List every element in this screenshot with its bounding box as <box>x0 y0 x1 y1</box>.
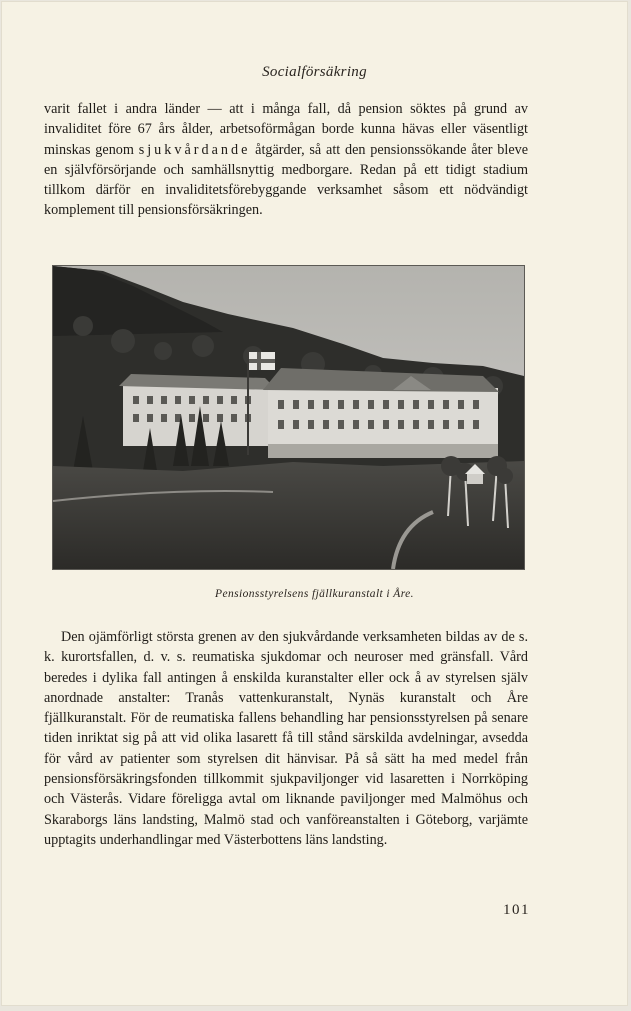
sanatorium-photo <box>52 265 525 570</box>
book-page <box>2 2 627 1005</box>
paragraph-body: Den ojämförligt största grenen av den sjukvårdande verksamheten bildas av de s. k. kurortsfallen, d. v. s. reumatiska sjukdomar och neuroser med gränsfall. Vård beredes i dylika fall antingen å enskilda kuranstalter eller ock å av styrelsen själv anordnade anstalter: Tranås vattenkuranstalt, Nynäs kuranstalt och Åre fjällkuranstalt. För de reumatiska fallens behandling har pensionsstyrelsen på senare tiden inriktat sig på att vid olika lasarett få till stånd särskilda avdelningar, avsedda för vård av patienter som styrelsen dit hänvisar. På så sätt ha med medel från pensionsförsäkringsfonden tillkommit sjukpaviljonger vid lasaretten i Norrköping och Västerås. Vidare föreligga avtal om liknande paviljonger med Malmöhus och Skaraborgs läns landsting, Malmö stad och vanföreanstalten i Göteborg, varjämte upptagits underhandlingar med Västerbottens läns landsting. <box>44 629 528 848</box>
spaced-word: sjukvårdande <box>138 141 251 158</box>
figure-caption: Pensionsstyrelsens fjällkuranstalt i Åre. <box>215 588 414 600</box>
paragraph-intro-text-start: varit fallet i andra länder — att i många fall, då pension söktes på grund av invaliditet före 67 års ålder, arbetsoförmågan borde kunna hävas eller väsentligt minskas genom <box>44 101 528 158</box>
running-header: Socialförsäkring <box>262 64 367 80</box>
paragraph-intro-text-end: åtgärder, så att den pensionssökande åter bleve en självförsörjande och samhällsnyttig medborgare. Redan på ett tidigt stadium tillkom därför en invaliditetsförebyggande verksamhet såsom ett nödvändigt komplement till pensionsförsäkringen. <box>44 141 529 219</box>
page-number: 101 <box>503 902 530 918</box>
paragraph-intro <box>44 99 528 221</box>
